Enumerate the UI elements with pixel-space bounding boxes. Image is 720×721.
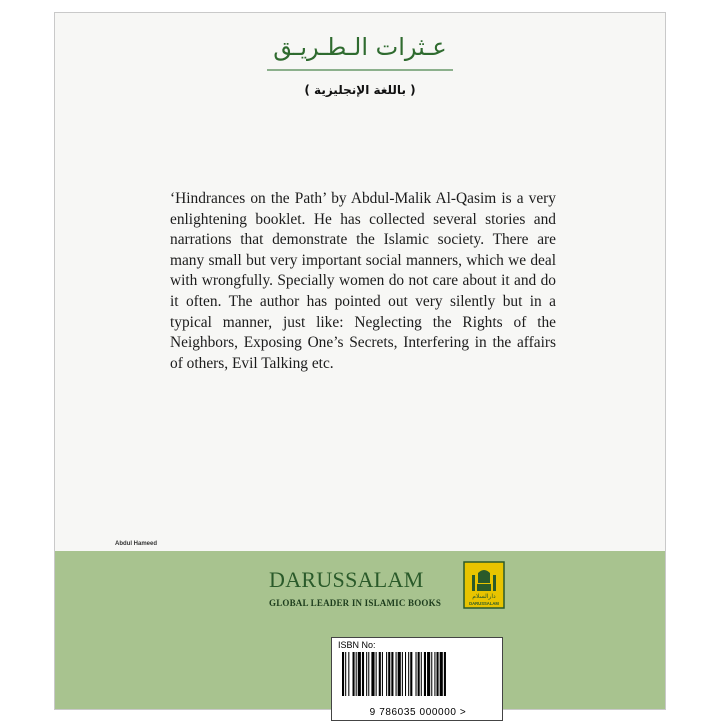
darussalam-logo-icon — [463, 561, 505, 609]
barcode-bar — [421, 652, 422, 696]
barcode-number: 9 786035 000000 > — [369, 707, 467, 718]
barcode-bar — [353, 652, 355, 696]
barcode-bar — [410, 652, 412, 696]
barcode-bar — [382, 652, 383, 696]
barcode-bar — [356, 652, 357, 696]
barcode-bar — [424, 652, 426, 696]
barcode-bar — [391, 652, 393, 696]
barcode — [340, 652, 496, 698]
barcode-bar — [366, 652, 367, 696]
barcode-bar — [379, 652, 381, 696]
barcode-bar — [342, 652, 344, 696]
barcode-bar — [396, 652, 397, 696]
arabic-title: عـثرات الـطـريـق — [273, 33, 447, 61]
barcode-bar — [427, 652, 430, 696]
barcode-bar — [408, 652, 409, 696]
barcode-bar — [440, 652, 443, 696]
barcode-bar — [418, 652, 420, 696]
publisher-name: DARUSSALAM — [269, 567, 424, 592]
barcode-bar — [437, 652, 439, 696]
book-description: ‘Hindrances on the Path’ by Abdul-Malik Al-Qasim is a very enlightening booklet. He has collected several stories and narrations that demonstrate the Islamic society. There are many small but very important social manners, which we deal with wrongfully. Specially women do not care about it and do it often. The author has pointed out very silently but in a typical manner, just like: Neglecting the Rights of the Neighbors, Exposing One’s Secrets, Interfering in the affairs of others, Evil Talking etc. — [170, 190, 556, 372]
barcode-bar — [362, 652, 364, 696]
barcode-bar — [402, 652, 403, 696]
barcode-bar — [398, 652, 401, 696]
logo-latin-text: DARUSSALAM — [469, 601, 499, 606]
arabic-subtitle: ( باللغة الإنجليزية ) — [304, 83, 416, 97]
barcode-bar — [416, 652, 417, 696]
isbn-label: ISBN No: — [338, 640, 376, 650]
barcode-bar — [405, 652, 406, 696]
barcode-bar — [348, 652, 349, 696]
barcode-bar — [376, 652, 377, 696]
barcode-bar — [371, 652, 374, 696]
designer-credit: Abdul Hameed — [115, 541, 158, 547]
barcode-bar — [386, 652, 387, 696]
barcode-bar — [431, 652, 432, 696]
barcode-panel — [331, 637, 503, 721]
barcode-bar — [358, 652, 361, 696]
logo-arabic-text: دارالسلام — [472, 593, 496, 600]
publisher-tagline: GLOBAL LEADER IN ISLAMIC BOOKS — [269, 598, 442, 608]
barcode-bar — [345, 652, 346, 696]
barcode-bar — [388, 652, 390, 696]
barcode-bar — [444, 652, 446, 696]
book-back-cover — [54, 12, 666, 718]
barcode-bar — [368, 652, 369, 696]
title-divider — [267, 69, 453, 71]
barcode-bar — [434, 652, 435, 696]
